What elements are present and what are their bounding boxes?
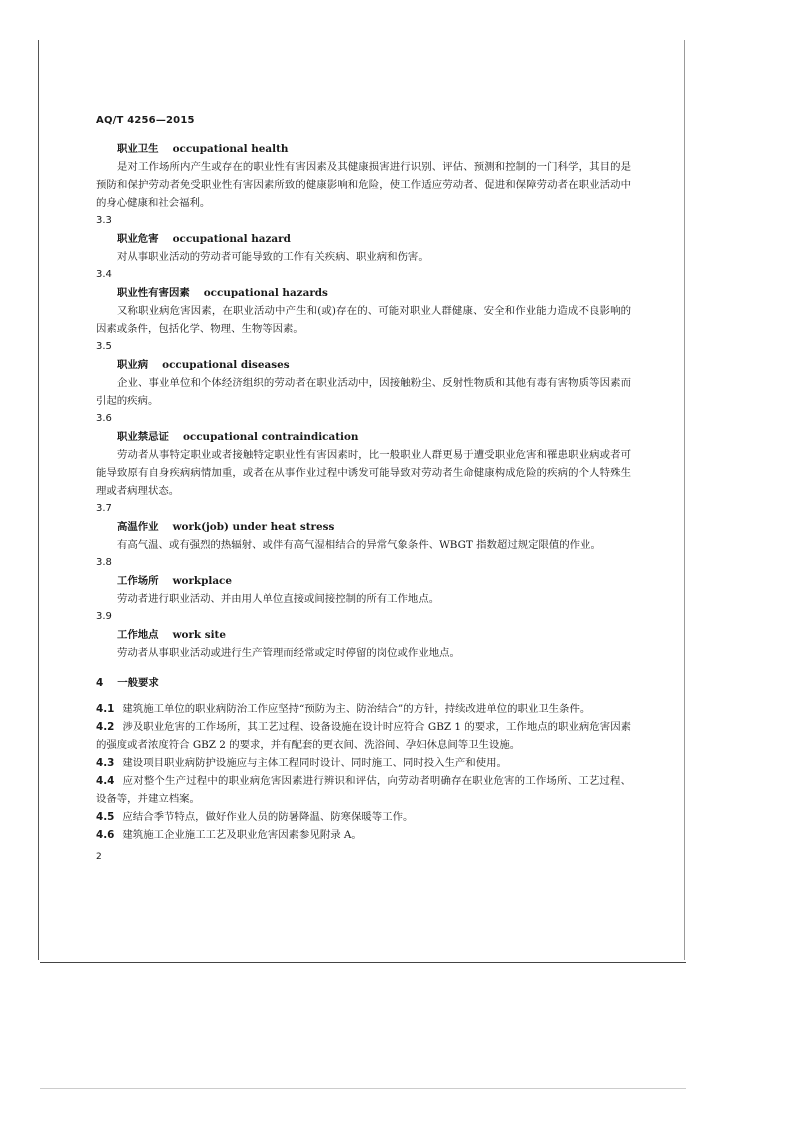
term-definition: 劳动者从事职业活动或进行生产管理而经常或定时停留的岗位或作业地点。 xyxy=(117,647,460,659)
term-zh: 职业危害 xyxy=(117,233,159,245)
clause-number: 4.6 xyxy=(96,829,115,841)
term-number: 3.4 xyxy=(96,269,112,280)
term-entry xyxy=(96,140,631,212)
term-definition: 劳动者进行职业活动、并由用人单位直接或间接控制的所有工作地点。 xyxy=(117,593,440,605)
clause xyxy=(96,772,631,808)
term-definition: 对从事职业活动的劳动者可能导致的工作有关疾病、职业病和伤害。 xyxy=(117,251,429,263)
term-title xyxy=(96,572,631,590)
term-number: 3.7 xyxy=(96,503,112,514)
page-divider xyxy=(40,1088,686,1089)
term-en: work site xyxy=(172,629,226,641)
term-number: 3.9 xyxy=(96,611,112,622)
term-title xyxy=(96,140,631,158)
term-en: occupational health xyxy=(172,143,289,155)
document-page xyxy=(96,112,631,866)
term-entry xyxy=(96,608,631,662)
term-title xyxy=(96,518,631,536)
term-entry xyxy=(96,554,631,608)
term-number: 3.3 xyxy=(96,215,112,226)
term-title xyxy=(96,284,631,302)
term-title xyxy=(96,626,631,644)
clause-text: 应结合季节特点，做好作业人员的防暑降温、防寒保暖等工作。 xyxy=(122,811,414,823)
term-title xyxy=(96,428,631,446)
term-en: occupational hazard xyxy=(172,233,291,245)
clause xyxy=(96,826,631,844)
clause-text: 应对整个生产过程中的职业病危害因素进行辨识和评估，向劳动者明确存在职业危害的工作场所、工艺过程、设备等，并建立档案。 xyxy=(96,775,631,805)
term-zh: 职业禁忌证 xyxy=(117,431,169,443)
clause-number: 4.5 xyxy=(96,811,115,823)
term-en: occupational diseases xyxy=(162,359,290,371)
page-number: 2 xyxy=(96,852,102,862)
term-definition: 有高气温、或有强烈的热辐射、或伴有高气湿相结合的异常气象条件、WBGT 指数超过规定限值的作业。 xyxy=(117,539,601,551)
term-zh: 工作场所 xyxy=(117,575,159,587)
term-entry xyxy=(96,500,631,554)
section-heading xyxy=(96,674,631,692)
clause-number: 4.3 xyxy=(96,757,115,769)
clause-number: 4.4 xyxy=(96,775,115,787)
term-definition: 又称职业病危害因素，在职业活动中产生和(或)存在的、可能对职业人群健康、安全和作业能力造成不良影响的因素或条件，包括化学、物理、生物等因素。 xyxy=(96,305,631,335)
term-number: 3.8 xyxy=(96,557,112,568)
page-border-bottom xyxy=(40,962,686,963)
term-number: 3.6 xyxy=(96,413,112,424)
term-zh: 职业性有害因素 xyxy=(117,287,190,299)
term-en: workplace xyxy=(172,575,232,587)
term-definition: 劳动者从事特定职业或者接触特定职业性有害因素时，比一般职业人群更易于遭受职业危害和罹患职业病或者可能导致原有自身疾病病情加重，或者在从事作业过程中诱发可能导致对劳动者生命健康构成危险的疾病的个人特殊生理或者病理状态。 xyxy=(96,449,631,497)
term-title xyxy=(96,356,631,374)
section-number: 4 xyxy=(96,677,104,689)
term-en: work(job) under heat stress xyxy=(172,521,335,533)
term-zh: 高温作业 xyxy=(117,521,159,533)
clause-text: 建设项目职业病防护设施应与主体工程同时设计、同时施工、同时投入生产和使用。 xyxy=(122,757,507,769)
clause xyxy=(96,808,631,826)
term-entry xyxy=(96,212,631,266)
term-entry xyxy=(96,266,631,338)
term-en: occupational contraindication xyxy=(182,431,359,443)
clause-number: 4.2 xyxy=(96,721,115,733)
clause-text: 涉及职业危害的工作场所，其工艺过程、设备设施在设计时应符合 GBZ 1 的要求，工作地点的职业病危害因素的强度或者浓度符合 GBZ 2 的要求，并有配套的更衣间、洗浴间、孕妇休息间等卫生设施。 xyxy=(96,721,631,751)
clause-text: 建筑施工单位的职业病防治工作应坚持“预防为主、防治结合”的方针，持续改进单位的职业卫生条件。 xyxy=(122,703,591,715)
term-zh: 职业病 xyxy=(117,359,149,371)
section-title: 一般要求 xyxy=(117,677,159,689)
page-border-right xyxy=(684,40,685,960)
standard-header: AQ/T 4256—2015 xyxy=(96,115,195,126)
clause-text: 建筑施工企业施工工艺及职业危害因素参见附录 A。 xyxy=(122,829,362,841)
term-zh: 职业卫生 xyxy=(117,143,159,155)
term-zh: 工作地点 xyxy=(117,629,159,641)
clause-number: 4.1 xyxy=(96,703,115,715)
term-number: 3.5 xyxy=(96,341,112,352)
clause xyxy=(96,754,631,772)
term-title xyxy=(96,230,631,248)
term-en: occupational hazards xyxy=(203,287,328,299)
term-entry xyxy=(96,410,631,500)
term-entry xyxy=(96,338,631,410)
term-definition: 企业、事业单位和个体经济组织的劳动者在职业活动中，因接触粉尘、反射性物质和其他有毒有害物质等因素而引起的疾病。 xyxy=(96,377,631,407)
clause xyxy=(96,718,631,754)
page-border-left xyxy=(38,40,39,960)
term-definition: 是对工作场所内产生或存在的职业性有害因素及其健康损害进行识别、评估、预测和控制的一门科学，其目的是预防和保护劳动者免受职业性有害因素所致的健康影响和危险，使工作适应劳动者、促进和保障劳动者在职业活动中的身心健康和社会福利。 xyxy=(96,161,631,209)
clause xyxy=(96,700,631,718)
